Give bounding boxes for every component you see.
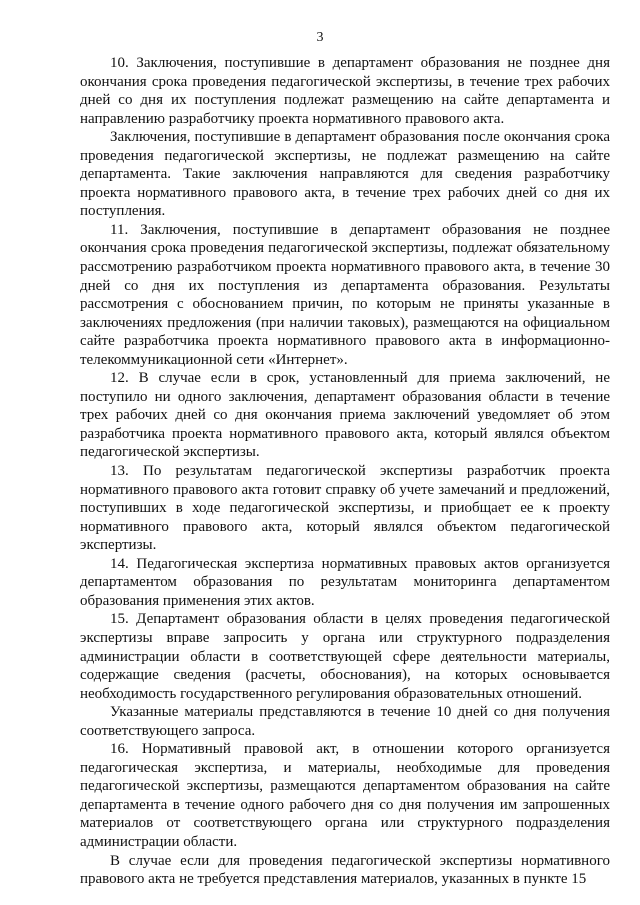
paragraph-late-conclusions: Заключения, поступившие в департамент образования после окончания срока проведения педагогической экспертизы, не подлежат размещению на сайте департамента. Такие заключения направляются для сведения разработчику проекта нормативного правового акта, в течение трех рабочих дней со дня их поступления. [80,129,610,220]
paragraph-16: 16. Нормативный правовой акт, в отношении которого организуется педагогическая экспертиза, и материалы, необходимые для проведения педагогической экспертизы, размещаются департаментом образования на сайте департамента в течение одного рабочего дня со дня получения им запрошенных материалов от соответствующего органа или структурного подразделения администрации области. [80,741,610,850]
paragraph-11: 11. Заключения, поступившие в департамент образования не позднее окончания срока проведения педагогической экспертизы, подлежат обязательному рассмотрению разработчиком проекта нормативного правового акта, в течение 30 дней со дня их поступления из департамента образования. Результаты рассмотрения с обоснованием причин, по которым не приняты указанные в заключениях предложения (при наличии таковых), размещаются на официальном сайте разработчика проекта нормативного правового акта в информационно-телекоммуникационной сети «Интернет». [80,221,610,368]
paragraph-no-materials-case: В случае если для проведения педагогической экспертизы нормативного правового акта не требуется представления материалов, указанных в пункте 15 [80,852,610,888]
paragraph-12: 12. В случае если в срок, установленный для приема заключений, не поступило ни одного заключения, департамент образования области в течение трех рабочих дней со дня окончания приема заключений уведомляет об этом разработчика проекта нормативного правового акта, который являлся объектом педагогической экспертизы. [80,370,610,461]
paragraph-materials-deadline: Указанные материалы представляются в течение 10 дней со дня получения соответствующего запроса. [80,704,610,739]
paragraph-13: 13. По результатам педагогической экспертизы разработчик проекта нормативного правового акта готовит справку об учете замечаний и предложений, поступивших в ходе педагогической экспертизы, и приобщает ее к проекту нормативного правового акта, который являлся объектом педагогической экспертизы. [80,463,610,554]
paragraph-10: 10. Заключения, поступившие в департамент образования не позднее дня окончания срока проведения педагогической экспертизы, в течение трех рабочих дней со дня их поступления подлежат размещению на сайте департамента и направлению разработчику проекта нормативного правового акта. [80,55,610,127]
paragraph-14: 14. Педагогическая экспертиза нормативных правовых актов организуется департаментом образования по результатам мониторинга департаментом образования применения этих актов. [80,555,610,609]
page-number: 3 [316,30,324,45]
paragraph-15: 15. Департамент образования области в целях проведения педагогической экспертизы вправе запросить у органа или структурного подразделения администрации области в соответствующей сфере деятельности материалы, содержащие сведения (расчеты, обоснования), на которых основывается необходимость государственного регулирования образовательных отношений. [80,611,610,702]
document-body [80,54,610,889]
